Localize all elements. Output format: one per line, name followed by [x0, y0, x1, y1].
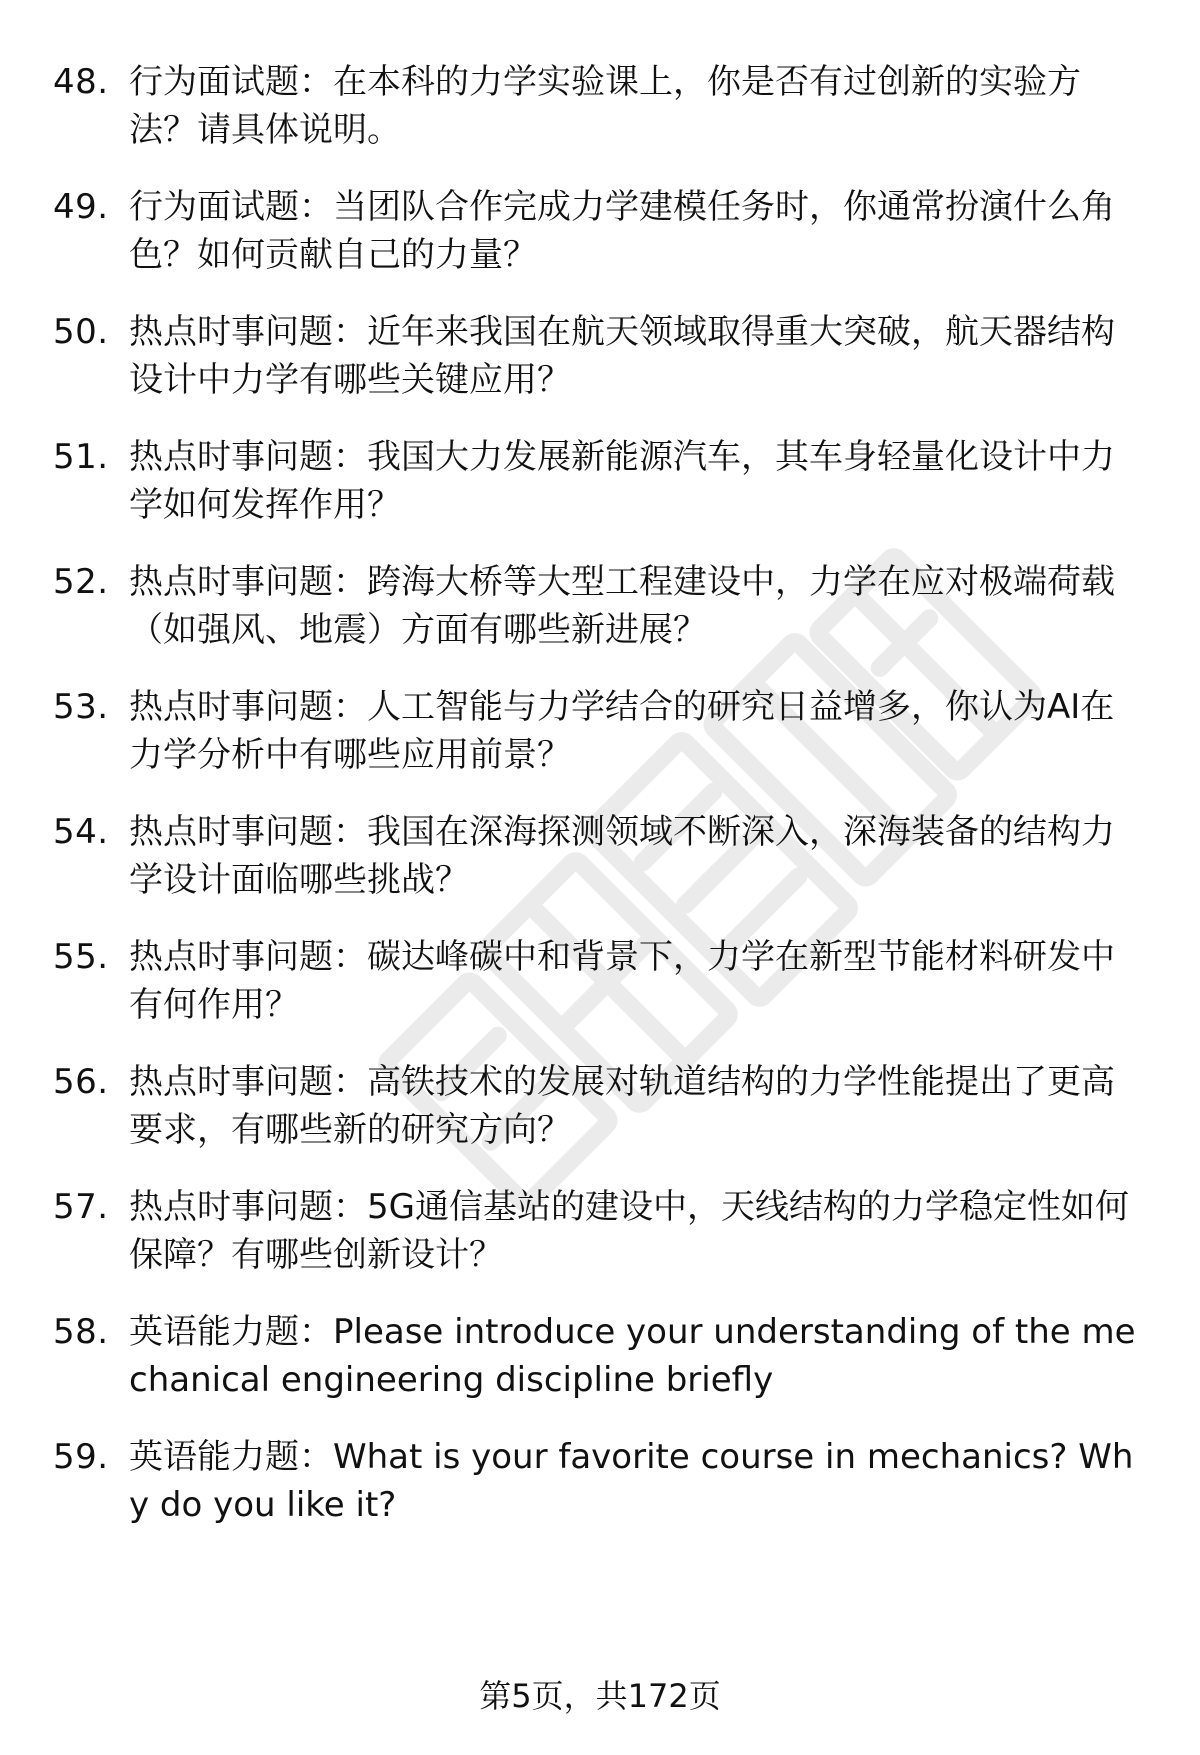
question-number: 51. [53, 437, 109, 477]
question-number: 56. [53, 1062, 109, 1102]
question-text: 热点时事问题：近年来我国在航天领域取得重大突破，航天器结构设计中力学有哪些关键应用？ [129, 312, 1115, 400]
question-item [53, 808, 1148, 904]
page-footer: 第5页，共172页 [479, 1677, 721, 1715]
question-list [53, 58, 1148, 1558]
question-item [53, 933, 1148, 1029]
question-text: 英语能力题：What is your favorite course in mechanics? Why do you like it? [129, 1437, 1134, 1525]
question-text: 热点时事问题：高铁技术的发展对轨道结构的力学性能提出了更高要求，有哪些新的研究方向？ [129, 1062, 1115, 1150]
question-text: 热点时事问题：我国大力发展新能源汽车，其车身轻量化设计中力学如何发挥作用？ [129, 437, 1115, 525]
question-text: 英语能力题：Please introduce your understanding of the mechanical engineering discipline briefly [129, 1312, 1136, 1400]
question-number: 53. [53, 687, 109, 727]
question-number: 54. [53, 812, 109, 852]
question-item [53, 183, 1148, 279]
question-item [53, 558, 1148, 654]
question-text: 热点时事问题：5G通信基站的建设中，天线结构的力学稳定性如何保障？有哪些创新设计？ [129, 1187, 1129, 1275]
question-text: 热点时事问题：我国在深海探测领域不断深入，深海装备的结构力学设计面临哪些挑战？ [129, 812, 1115, 900]
question-number: 52. [53, 562, 109, 602]
question-number: 50. [53, 312, 109, 352]
question-number: 57. [53, 1187, 109, 1227]
question-item [53, 433, 1148, 529]
question-item [53, 1433, 1148, 1529]
question-item [53, 1308, 1148, 1404]
question-number: 55. [53, 937, 109, 977]
question-number: 58. [53, 1312, 109, 1352]
question-item [53, 308, 1148, 404]
question-text: 行为面试题：在本科的力学实验课上，你是否有过创新的实验方法？请具体说明。 [129, 62, 1081, 150]
question-number: 59. [53, 1437, 109, 1477]
question-text: 行为面试题：当团队合作完成力学建模任务时，你通常扮演什么角色？如何贡献自己的力量？ [129, 187, 1115, 275]
question-item [53, 1058, 1148, 1154]
question-item [53, 1183, 1148, 1279]
question-item [53, 58, 1148, 154]
question-text: 热点时事问题：人工智能与力学结合的研究日益增多，你认为AI在力学分析中有哪些应用前景？ [129, 687, 1115, 775]
question-text: 热点时事问题：碳达峰碳中和背景下，力学在新型节能材料研发中有何作用？ [129, 937, 1115, 1025]
question-item [53, 683, 1148, 779]
question-number: 49. [53, 187, 109, 227]
question-number: 48. [53, 62, 109, 102]
question-text: 热点时事问题：跨海大桥等大型工程建设中，力学在应对极端荷载（如强风、地震）方面有哪些新进展？ [129, 562, 1115, 650]
